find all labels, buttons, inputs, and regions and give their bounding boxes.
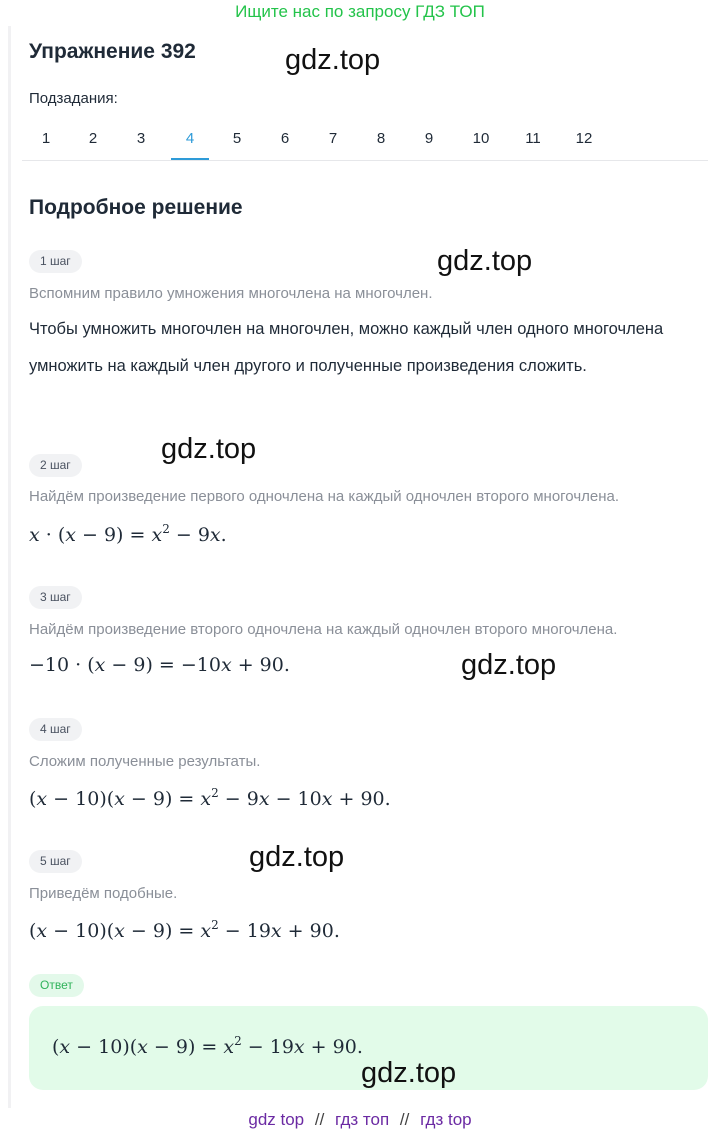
- step-caption: Сложим полученные результаты.: [29, 753, 261, 770]
- tab-8[interactable]: 8: [376, 130, 386, 147]
- watermark: gdz.top: [249, 841, 345, 873]
- footer-separator: //: [314, 1110, 325, 1129]
- watermark: gdz.top: [461, 649, 557, 681]
- step-badge: 2 шаг: [29, 454, 82, 477]
- footer-link-gdz-top[interactable]: gdz top: [248, 1110, 305, 1129]
- footer-links: [0, 1110, 720, 1130]
- watermark: gdz.top: [361, 1057, 457, 1089]
- step-badge: 3 шаг: [29, 586, 82, 609]
- answer-badge: Ответ: [29, 974, 84, 997]
- step-badge: 1 шаг: [29, 250, 82, 273]
- tab-10[interactable]: 10: [472, 130, 490, 147]
- rule-text: Чтобы умножить многочлен на многочлен, можно каждый член одного многочлена умножить на каждый член другого и полученные произведения сложить.: [29, 320, 664, 375]
- tab-9[interactable]: 9: [424, 130, 434, 147]
- tab-2[interactable]: 2: [88, 130, 98, 147]
- tab-12[interactable]: 12: [575, 130, 593, 147]
- tab-6[interactable]: 6: [280, 130, 290, 147]
- tab-3[interactable]: 3: [136, 130, 146, 147]
- watermark: gdz.top: [285, 44, 381, 76]
- footer-link-gdz-top-ru[interactable]: гдз топ: [335, 1110, 390, 1129]
- footer-link-gdz-top-mixed[interactable]: гдз top: [420, 1110, 472, 1129]
- top-banner[interactable]: Ищите нас по запросу ГДЗ ТОП: [235, 2, 485, 21]
- subtask-tabs: [22, 118, 708, 161]
- subtasks-label: Подзадания:: [29, 90, 118, 107]
- footer-separator: //: [399, 1110, 410, 1129]
- tab-4[interactable]: 4: [171, 118, 209, 160]
- step-formula: $(x - 10)(x - 9) = x^2 - 19x + 90$.: [29, 918, 340, 942]
- watermark: gdz.top: [161, 433, 257, 465]
- answer-formula: $(x - 10)(x - 9) = x^2 - 19x + 90$.: [52, 1034, 363, 1058]
- tab-7[interactable]: 7: [328, 130, 338, 147]
- step-caption: Найдём произведение первого одночлена на каждый одночлен второго многочлена.: [29, 488, 620, 505]
- exercise-card: [8, 26, 720, 1108]
- tab-11[interactable]: 11: [525, 130, 541, 147]
- step-caption: Вспомним правило умножения многочлена на многочлен.: [29, 285, 433, 302]
- step-badge: 5 шаг: [29, 850, 82, 873]
- step-formula: −10 · (x − 9) = −10x + 90.: [29, 654, 290, 676]
- step-formula: $(x - 10)(x - 9) = x^2 - 9x - 10x + 90$.: [29, 786, 391, 810]
- step-formula: $x \cdot (x - 9) = x^2 - 9x$.: [29, 522, 227, 546]
- watermark: gdz.top: [437, 245, 533, 277]
- step-badge: 4 шаг: [29, 718, 82, 741]
- tab-5[interactable]: 5: [232, 130, 242, 147]
- step-caption: Найдём произведение второго одночлена на каждый одночлен второго многочлена.: [29, 621, 618, 638]
- page-title: Упражнение 392: [29, 40, 196, 63]
- section-title: Подробное решение: [29, 196, 243, 219]
- tab-1[interactable]: 1: [41, 130, 51, 147]
- step-caption: Приведём подобные.: [29, 885, 178, 902]
